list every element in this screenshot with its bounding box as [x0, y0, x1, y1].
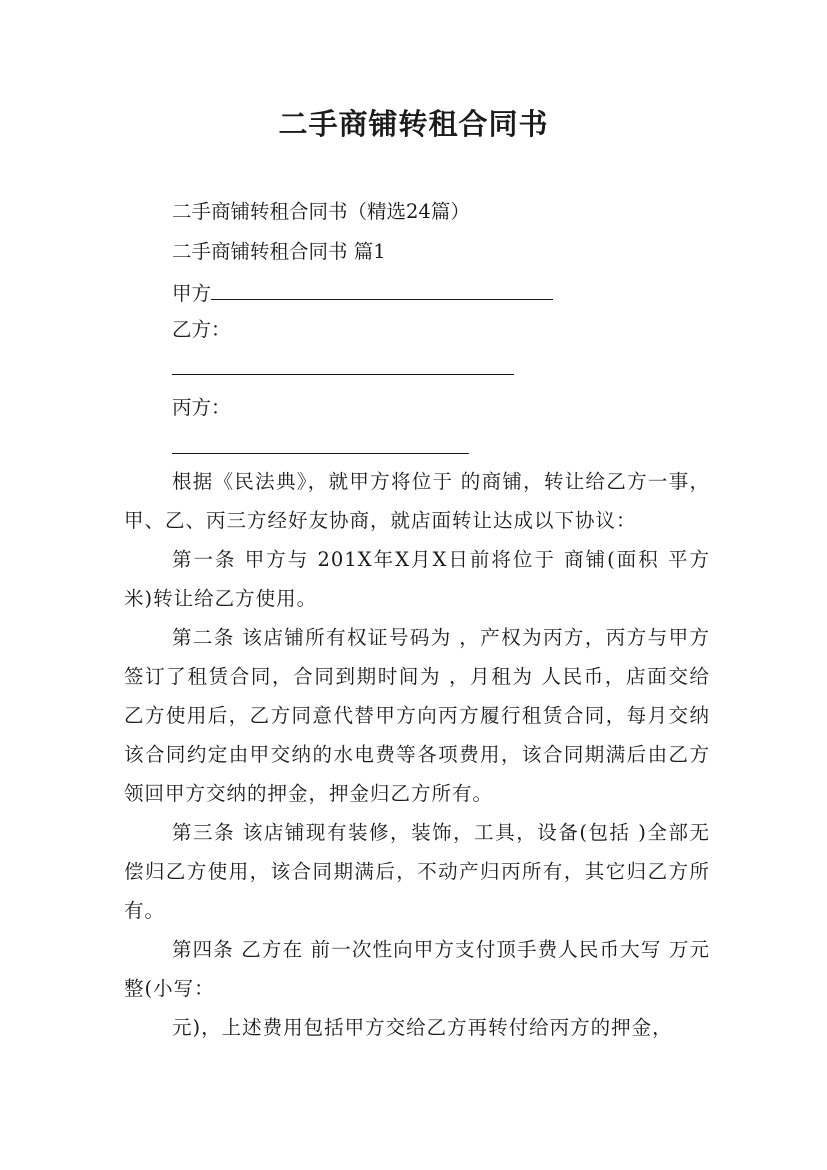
- party-a-blank: [211, 281, 553, 300]
- party-b-label: 乙方：: [172, 318, 231, 341]
- party-c-line: [172, 435, 469, 458]
- paragraph-article-2: 第二条 该店铺所有权证号码为 ，产权为丙方，丙方与甲方签订了租赁合同，合同到期时间为 ，月租为 人民币，店面交给乙方使用后，乙方同意代替甲方向丙方履行租赁合同，每月交纳该合同约定由甲交纳的水电费等各项费用，该合同期满后由乙方领回甲方交纳的押金，押金归乙方所有。: [124, 626, 710, 805]
- section-heading: 二手商铺转租合同书 篇1: [172, 240, 386, 263]
- paragraph-article-4: 第四条 乙方在 前一次性向甲方支付顶手费人民币大写 万元整(小写：: [124, 938, 710, 1000]
- party-b-line: [172, 356, 514, 379]
- party-a-line: [172, 281, 553, 304]
- party-c-label: 丙方：: [172, 396, 231, 419]
- paragraph-intro: 根据《民法典》，就甲方将位于 的商铺，转让给乙方一事，甲、乙、丙三方经好友协商，就店面转让达成以下协议：: [124, 470, 710, 532]
- document-subtitle: 二手商铺转租合同书（精选24篇）: [172, 200, 470, 223]
- party-b-blank: [172, 356, 514, 375]
- party-a-label: 甲方: [172, 282, 212, 305]
- party-c-blank: [172, 435, 469, 454]
- paragraph-article-3: 第三条 该店铺现有装修，装饰，工具，设备(包括 )全部无偿归乙方使用，该合同期满后，不动产归丙所有，其它归乙方所有。: [124, 821, 710, 922]
- paragraph-article-4-cont: 元)，上述费用包括甲方交给乙方再转付给丙方的押金，: [172, 1016, 673, 1039]
- paragraph-article-1: 第一条 甲方与 201X年X月X日前将位于 商铺(面积 平方米)转让给乙方使用。: [124, 548, 710, 610]
- document-title: 二手商铺转租合同书: [278, 107, 549, 141]
